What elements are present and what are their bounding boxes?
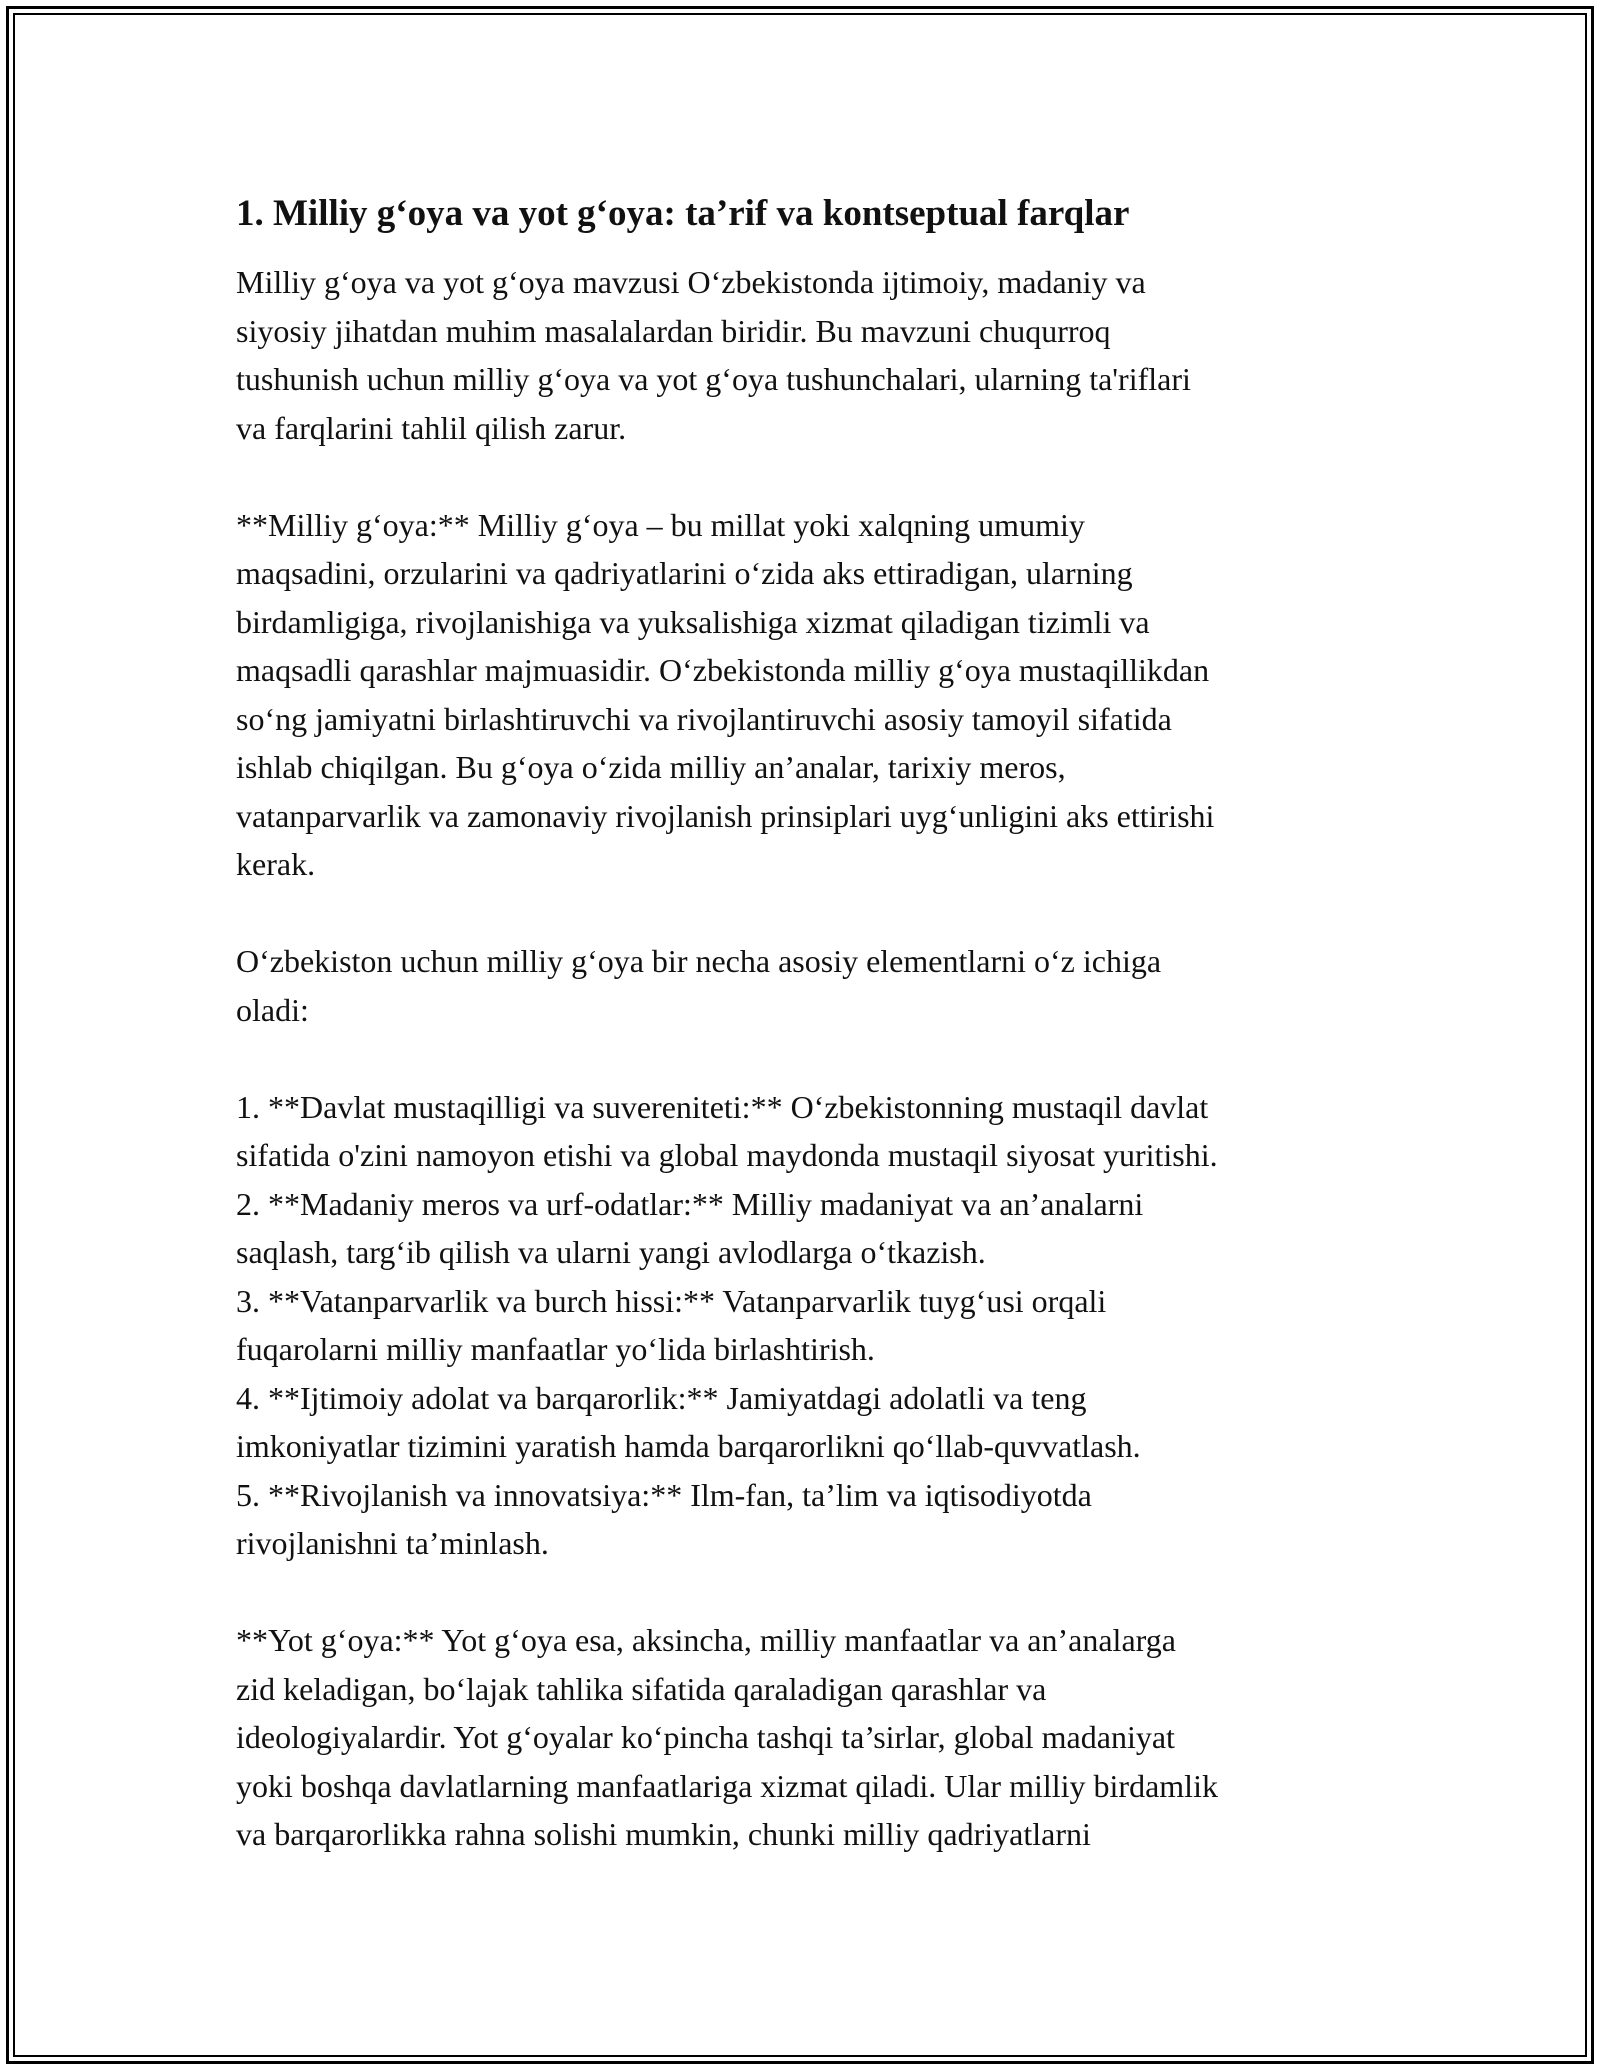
text-line: va barqarorlikka rahna solishi mumkin, chunki milliy qadriyatlarni — [236, 1816, 1091, 1852]
paragraph-gap — [236, 1568, 1366, 1617]
list-item-line: saqlash, targ‘ib qilish va ularni yangi avlodlarga o‘tkazish. — [236, 1234, 986, 1270]
list-item-line: fuqarolarni milliy manfaatlar yo‘lida birlashtirish. — [236, 1331, 875, 1367]
text-line: zid keladigan, bo‘lajak tahlika sifatida qaraladigan qarashlar va — [236, 1670, 1047, 1707]
text-line: birdamligiga, rivojlanishiga va yuksalishiga xizmat qiladigan tizimli va — [236, 603, 1150, 640]
list-item-line: 1. **Davlat mustaqilligi va suvereniteti:** O‘zbekistonning mustaqil davlat — [236, 1088, 1209, 1125]
list-item-line: sifatida o'zini namoyon etishi va global maydonda mustaqil siyosat yuritishi. — [236, 1137, 1218, 1173]
page-title: 1. Milliy g‘oya va yot g‘oya: ta’rif va kontseptual farqlar — [236, 193, 1130, 234]
document-content — [236, 190, 1366, 1859]
text-line: so‘ng jamiyatni birlashtiruvchi va rivojlantiruvchi asosiy tamoyil sifatida — [236, 700, 1172, 737]
text-line: ideologiyalardir. Yot g‘oyalar ko‘pincha tashqi ta’sirlar, global madaniyat — [236, 1719, 1175, 1755]
text-line: oladi: — [236, 991, 309, 1028]
text-line: ishlab chiqilgan. Bu g‘oya o‘zida milliy an’analar, tarixiy meros, — [236, 749, 1066, 785]
text-line: **Yot g‘oya:** Yot g‘oya esa, aksincha, milliy manfaatlar va an’analarga — [236, 1622, 1176, 1658]
text-line: O‘zbekiston uchun milliy g‘oya bir necha asosiy elementlarni o‘z ichiga — [236, 943, 1162, 979]
numbered-list — [236, 1083, 1366, 1568]
list-item-line: 3. **Vatanparvarlik va burch hissi:** Vatanparvarlik tuyg‘usi orqali — [236, 1282, 1107, 1319]
text-line: maqsadli qarashlar majmuasidir. O‘zbekistonda milliy g‘oya mustaqillikdan — [236, 652, 1210, 688]
paragraph-elements-intro — [236, 937, 1366, 1034]
text-line: vatanparvarlik va zamonaviy rivojlanish prinsiplari uyg‘unligini aks ettirishi — [236, 797, 1215, 834]
list-item-line: 2. **Madaniy meros va urf-odatlar:** Milliy madaniyat va an’analarni — [236, 1185, 1144, 1222]
list-item-line: 5. **Rivojlanish va innovatsiya:** Ilm-fan, ta’lim va iqtisodiyotda — [236, 1476, 1092, 1513]
text-line: yoki boshqa davlatlarning manfaatlariga xizmat qiladi. Ular milliy birdamlik — [236, 1767, 1218, 1804]
paragraph-gap — [236, 889, 1366, 938]
text-line: kerak. — [236, 846, 316, 882]
list-item-line: imkoniyatlar tizimini yaratish hamda barqarorlikni qo‘llab-quvvatlash. — [236, 1428, 1141, 1464]
paragraph-gap — [236, 1034, 1366, 1083]
text-line: tushunish uchun milliy g‘oya va yot g‘oya tushunchalari, ularning ta'riflari — [236, 361, 1191, 397]
text-line: siyosiy jihatdan muhim masalalardan biridir. Bu mavzuni chuqurroq — [236, 312, 1111, 349]
paragraph-gap — [236, 452, 1366, 501]
text-line: Milliy g‘oya va yot g‘oya mavzusi O‘zbekistonda ijtimoiy, madaniy va — [236, 264, 1146, 300]
paragraph-milliy-goya — [236, 501, 1366, 889]
list-item-line: 4. **Ijtimoiy adolat va barqarorlik:** Jamiyatdagi adolatli va teng — [236, 1379, 1087, 1416]
text-line: maqsadini, orzularini va qadriyatlarini o‘zida aks ettiradigan, ularning — [236, 555, 1133, 591]
list-item-line: rivojlanishni ta’minlash. — [236, 1525, 549, 1561]
paragraph-yot-goya — [236, 1616, 1366, 1859]
paragraph-intro — [236, 258, 1366, 452]
text-line: **Milliy g‘oya:** Milliy g‘oya – bu millat yoki xalqning umumiy — [236, 506, 1085, 543]
text-line: va farqlarini tahlil qilish zarur. — [236, 409, 627, 446]
